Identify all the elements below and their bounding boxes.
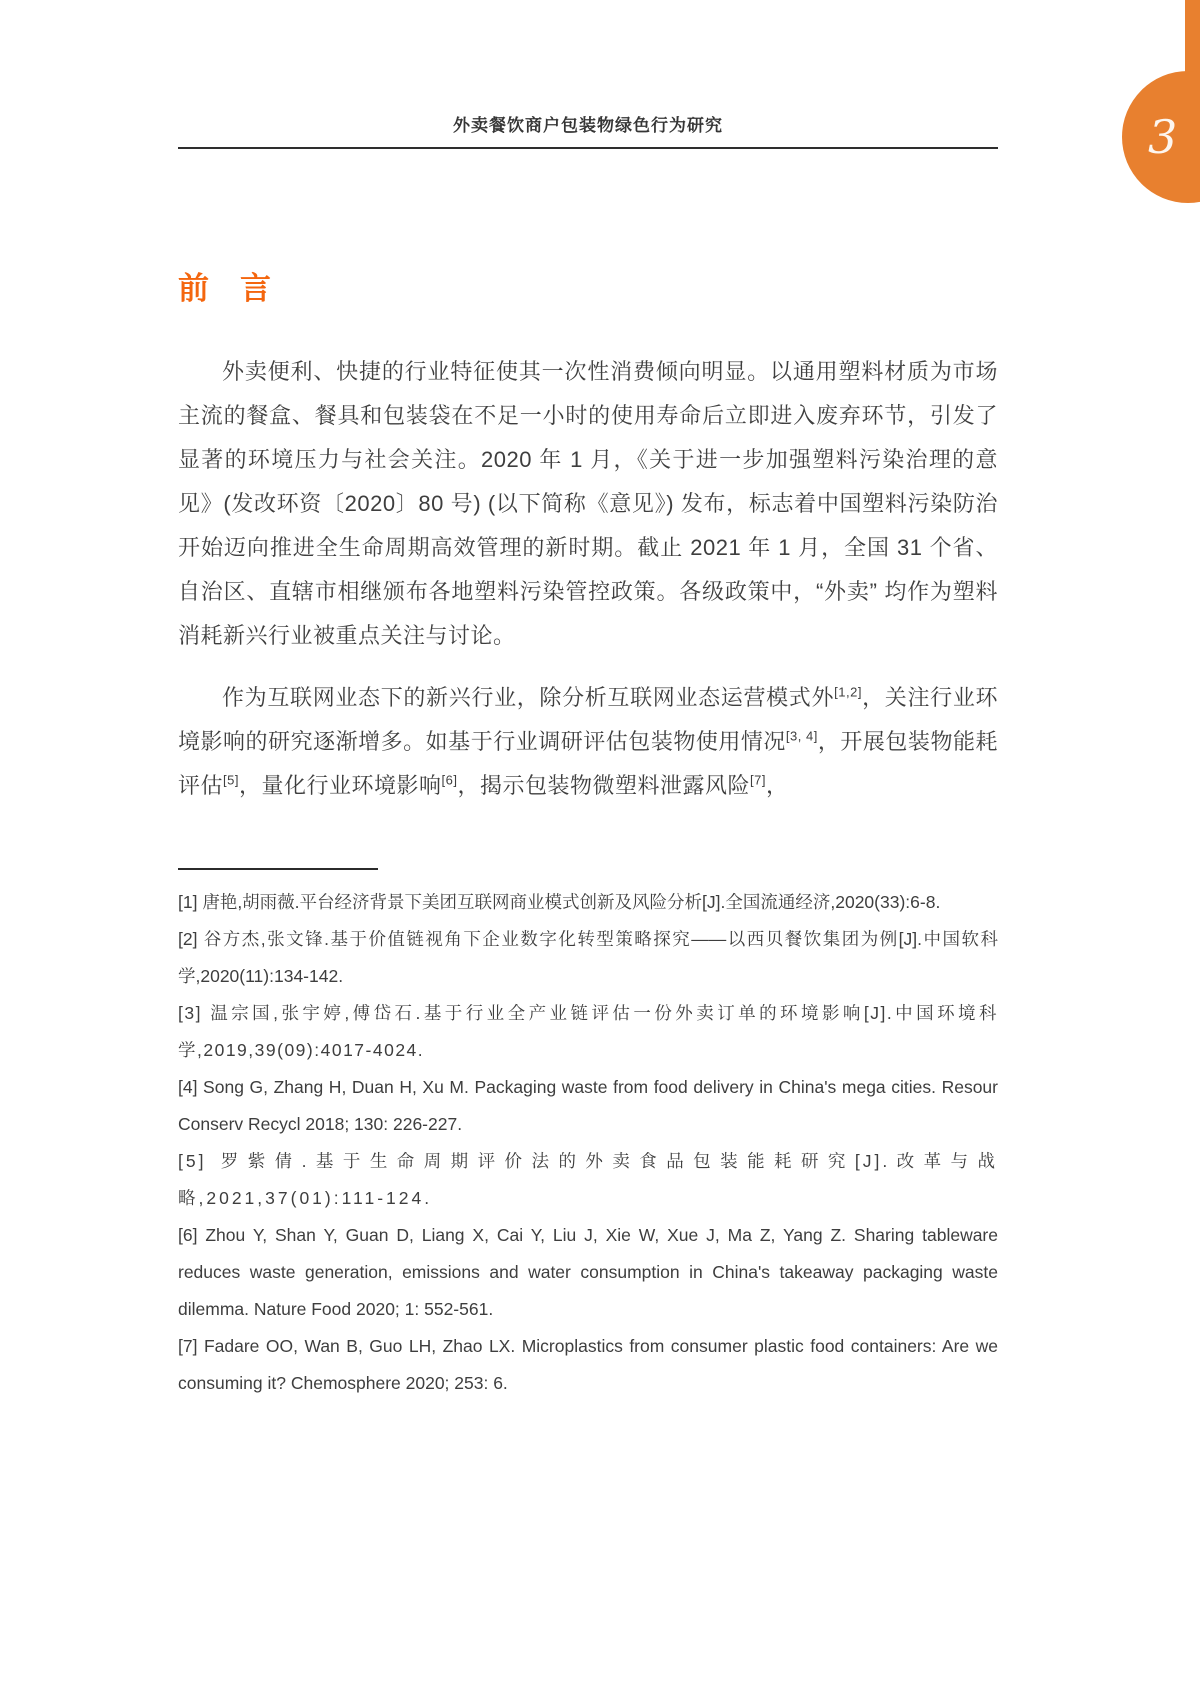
intro-paragraph-1: 外卖便利、快捷的行业特征使其一次性消费倾向明显。以通用塑料材质为市场主流的餐盒、餐具和包装袋在不足一小时的使用寿命后立即进入废弃环节，引发了显著的环境压力与社会关注。2020 年 1 月，《关于进一步加强塑料污染治理的意见》(发改环资〔2020〕80 号) (以下简称《意见》) 发布，标志着中国塑料污染防治开始迈向推进全生命周期高效管理的新时期。截止 2021 年 1 月，全国 31 个省、自治区、直辖市相继颁布各地塑料污染管控政策。各级政策中，“外卖” 均作为塑料消耗新兴行业被重点关注与讨论。 bbox=[178, 359, 998, 649]
footnote-item: [7] Fadare OO, Wan B, Guo LH, Zhao LX. Microplastics from consumer plastic food containers: Are we consuming it? Chemosphere 2020; 253: 6. bbox=[178, 1336, 998, 1394]
footnotes bbox=[178, 884, 998, 1402]
intro-paragraph-2 bbox=[178, 676, 998, 808]
paragraph-text: ， bbox=[765, 773, 789, 799]
citation-marker: [7] bbox=[749, 773, 766, 789]
paragraph-text: ，揭示包装物微塑料泄露风险 bbox=[457, 773, 750, 799]
citation-marker: [1,2] bbox=[834, 685, 862, 701]
citation-marker: [5] bbox=[223, 773, 239, 789]
citation-marker: [6] bbox=[441, 773, 458, 789]
footnote-item: [1] 唐艳,胡雨薇.平台经济背景下美团互联网商业模式创新及风险分析[J].全国流通经济,2020(33):6-8. bbox=[178, 892, 941, 913]
header-rule bbox=[178, 147, 998, 149]
footnote-item: [2] 谷方杰,张文锋.基于价值链视角下企业数字化转型策略探究——以西贝餐饮集团为例[J].中国软科学,2020(11):134-142. bbox=[178, 929, 998, 987]
paragraph-text: ，关注行业环境影响的研究逐渐增多。如基于行业调研评估包装物使用情况 bbox=[178, 685, 998, 755]
footnote-item: [3] 温宗国,张宇婷,傅岱石.基于行业全产业链评估一份外卖订单的环境影响[J].中国环境科学,2019,39(09):4017-4024. bbox=[178, 1003, 998, 1061]
document-header bbox=[178, 0, 998, 149]
footnote-item: [5] 罗紫倩.基于生命周期评价法的外卖食品包装能耗研究[J].改革与战略,2021,37(01):111-124. bbox=[178, 1151, 998, 1209]
page-number-badge bbox=[1122, 71, 1200, 203]
section-title: 前 言 bbox=[178, 271, 271, 307]
footnote-separator bbox=[178, 868, 378, 870]
page-content bbox=[178, 0, 998, 1402]
paragraph-text: ，量化行业环境影响 bbox=[238, 773, 442, 799]
citation-marker: [3, 4] bbox=[785, 729, 818, 745]
footnote-item: [6] Zhou Y, Shan Y, Guan D, Liang X, Cai Y, Liu J, Xie W, Xue J, Ma Z, Yang Z. Sharing tableware reduces waste generation, emissions and water consumption in China's takeaway packaging waste dilemma. Nature Food 2020; 1: 552-561. bbox=[178, 1225, 998, 1320]
paragraph-text: ，开展包装物能耗评估 bbox=[178, 729, 998, 799]
running-head-title: 外卖餐饮商户包装物绿色行为研究 bbox=[453, 116, 723, 135]
page-number: 3 bbox=[1148, 110, 1178, 164]
footnote-item: [4] Song G, Zhang H, Duan H, Xu M. Packaging waste from food delivery in China's mega cities. Resour Conserv Recycl 2018; 130: 226-227. bbox=[178, 1077, 998, 1135]
paragraph-text: 作为互联网业态下的新兴行业，除分析互联网业态运营模式外 bbox=[222, 685, 835, 711]
intro-body bbox=[178, 350, 998, 808]
